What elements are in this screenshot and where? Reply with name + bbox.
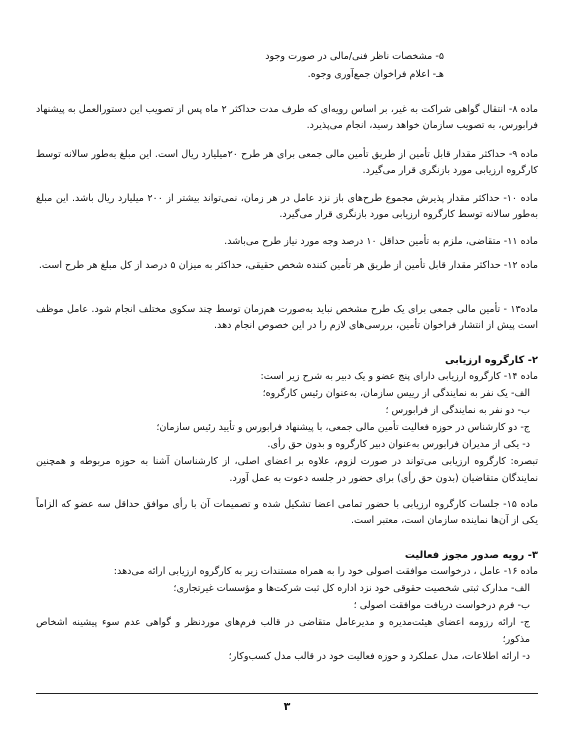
article-16-b: ب- فرم درخواست دریافت موافقت اصولی ؛ <box>353 600 530 611</box>
article-16-a: الف- مدارک ثبتی شخصیت حقوقی خود نزد اداره کل ثبت شرکت‌ها و مؤسسات غیرتجاری؛ <box>173 583 530 594</box>
article-10: ماده ۱۰- حداکثر مقدار پذیرش مجموع طرح‌های باز نزد عامل در هر زمان، نمی‌تواند بیشتر از ۲۰۰ میلیارد ریال باشد. این مبلغ به‌طور سالانه توسط کارگروه ارزیابی مورد بازنگری قرار می‌گیرد. <box>36 193 538 220</box>
section-heading-evaluation: ۲- کارگروه ارزیابی <box>444 355 538 366</box>
item-line-he: هـ- اعلام فراخوان جمع‌آوری وجوه. <box>307 69 444 80</box>
article-16: ماده ۱۶- عامل ، درخواست موافقت اصولی خود را به همراه مستندات زیر به کارگروه ارزیابی ارائه می‌دهد: <box>113 566 538 577</box>
note-14: تبصره: کارگروه ارزیابی می‌تواند در صورت لزوم، علاوه بر اعضای اصلی، از کارشناسان آشنا به حوزه مربوطه و همچنین نمایندگان متقاضیان (بدون حق رأی) برای حضور در جلسه دعوت به عمل آورد. <box>36 456 538 484</box>
article-8: ماده ۸- انتقال گواهی شراکت به غیر، بر اساس رویه‌ای که طرف مدت حداکثر ۲ ماه پس از تصویب این دستورالعمل به پیشنهاد فرابورس، به تصویب سازمان خواهد رسید، انجام می‌پذیرد. <box>36 104 538 131</box>
article-9: ماده ۹- حداکثر مقدار قابل تأمین از طریق تأمین مالی جمعی برای هر طرح ۲۰میلیارد ریال است. این مبلغ به‌طور سالانه توسط کارگروه ارزیابی مورد بازنگری قرار می‌گیرد. <box>36 149 538 176</box>
article-14-c: ج- دو کارشناس در حوزه فعالیت تأمین مالی جمعی، با پیشنهاد فرابورس و تأیید رئیس سازمان؛ <box>156 422 530 433</box>
article-16-d: د- ارائه اطلاعات، مدل عملکرد و حوزه فعالیت خود در قالب مدل کسب‌وکار؛ <box>228 651 530 662</box>
article-15: ماده ۱۵- جلسات کارگروه ارزیابی با حضور تمامی اعضا تشکیل شده و تصمیمات آن با رأی موافق حداقل سه عضو که الزاماً یکی از آن‌ها نماینده سازمان است، معتبر است. <box>36 499 538 526</box>
article-12: ماده ۱۲- حداکثر مقدار قابل تأمین از طریق هر تأمین کننده شخص حقیقی، حداکثر به میزان ۵ درصد از کل مبلغ هر طرح است. <box>38 260 538 271</box>
article-14-a: الف- یک نفر به نمایندگی از رییس سازمان، به‌عنوان رئیس کارگروه؛ <box>262 388 530 399</box>
article-14: ماده ۱۴- کارگروه ارزیابی دارای پنج عضو و یک دبیر به شرح زیر است: <box>260 371 538 382</box>
footer-rule <box>36 693 538 694</box>
article-16-c: ج- ارائه رزومه اعضای هیئت‌مدیره و مدیرعامل متقاضی در قالب فرم‌های موردنظر و گواهی عدم سوء پیشینه اشخاص مذکور؛ <box>36 617 530 645</box>
article-13: ماده۱۳ - تأمین مالی جمعی برای یک طرح مشخص نباید به‌صورت هم‌زمان توسط چند سکوی مختلف انجام شود. عامل موظف است پیش از انتشار فراخوان تأمین، بررسی‌های لازم را در این خصوص انجام دهد. <box>36 304 538 331</box>
article-14-b: ب- دو نفر به نمایندگی از فرابورس ؛ <box>385 405 530 416</box>
article-14-d: د- یکی از مدیران فرابورس به‌عنوان دبیر کارگروه و بدون حق رأی. <box>267 439 530 450</box>
item-line-5: ۵- مشخصات ناظر فنی/مالی در صورت وجود <box>265 51 444 62</box>
section-heading-license: ۳- رویه صدور مجوز فعالیت <box>404 550 538 561</box>
page-number: ۳ <box>283 700 291 713</box>
article-11: ماده ۱۱- متقاضی، ملزم به تأمین حداقل ۱۰ درصد وجه مورد نیاز طرح می‌باشد. <box>224 236 538 247</box>
